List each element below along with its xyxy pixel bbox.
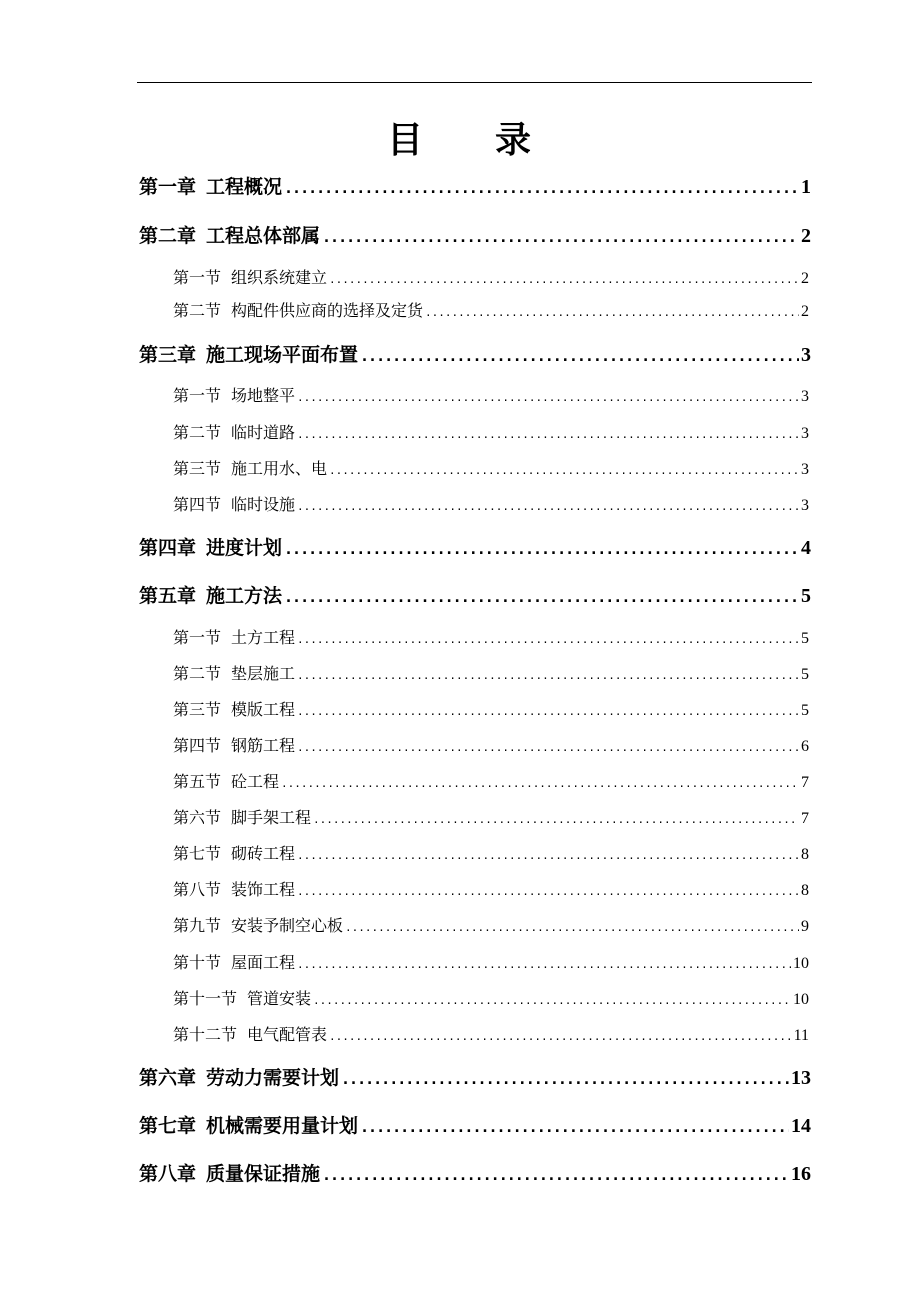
toc-entry-title: 钢筋工程	[231, 736, 296, 755]
toc-chapter-6[interactable]	[139, 1063, 811, 1091]
toc-entry-title: 施工用水、电	[231, 459, 328, 478]
toc-dot-leader	[281, 777, 799, 790]
toc-entry-title: 安装予制空心板	[231, 916, 344, 935]
toc-dot-leader	[322, 1166, 789, 1184]
toc-section-3-2[interactable]	[173, 420, 809, 442]
toc-dot-leader	[329, 273, 799, 286]
toc-page-number: 5	[801, 585, 811, 607]
toc-dot-leader	[329, 464, 799, 477]
toc-section-2-2[interactable]	[173, 298, 809, 320]
toc-dot-leader	[297, 633, 799, 646]
toc-entry-title: 施工方法	[206, 585, 283, 607]
toc-entry-title: 机械需要用量计划	[206, 1115, 359, 1137]
toc-dot-leader	[425, 306, 799, 319]
toc-section-5-9[interactable]	[173, 913, 809, 935]
toc-section-5-5[interactable]	[173, 769, 809, 791]
toc-section-5-12[interactable]	[173, 1022, 809, 1044]
toc-entry-number: 第五节	[173, 772, 222, 791]
toc-entry-number: 第七节	[173, 844, 222, 863]
toc-chapter-8[interactable]	[139, 1159, 811, 1187]
toc-page-number: 10	[793, 955, 809, 972]
toc-entry-number: 第一章	[139, 176, 197, 198]
toc-page-number: 6	[801, 738, 809, 755]
toc-entry-title: 质量保证措施	[206, 1163, 321, 1185]
toc-page-number: 3	[801, 425, 809, 442]
toc-entry-number: 第七章	[139, 1115, 197, 1137]
toc-entry-number: 第十一节	[173, 989, 238, 1008]
toc-page-number: 2	[801, 225, 811, 247]
toc-entry-title: 临时设施	[231, 495, 296, 514]
toc-entry-number: 第三节	[173, 700, 222, 719]
toc-chapter-4[interactable]	[139, 533, 811, 561]
toc-page-number: 7	[801, 774, 809, 791]
toc-page-number: 14	[791, 1115, 811, 1137]
toc-section-3-1[interactable]	[173, 383, 809, 405]
toc-entry-title: 临时道路	[231, 423, 296, 442]
toc-page-number: 3	[801, 388, 809, 405]
toc-entry-number: 第二章	[139, 225, 197, 247]
toc-section-2-1[interactable]	[173, 265, 809, 287]
toc-dot-leader	[297, 741, 799, 754]
toc-entry-number: 第六节	[173, 808, 222, 827]
toc-dot-leader	[360, 1118, 789, 1136]
toc-dot-leader	[284, 540, 799, 558]
toc-entry-number: 第五章	[139, 585, 197, 607]
toc-section-5-7[interactable]	[173, 841, 809, 863]
toc-entry-title: 电气配管表	[247, 1025, 328, 1044]
toc-entry-number: 第三节	[173, 459, 222, 478]
toc-page-number: 3	[801, 497, 809, 514]
toc-dot-leader	[360, 347, 799, 365]
toc-entry-title: 工程概况	[206, 176, 283, 198]
toc-section-5-3[interactable]	[173, 697, 809, 719]
toc-page-number: 7	[801, 810, 809, 827]
toc-entry-title: 垫层施工	[231, 664, 296, 683]
toc-entry-title: 砌砖工程	[231, 844, 296, 863]
toc-page-number: 8	[801, 846, 809, 863]
toc-page-number: 5	[801, 702, 809, 719]
toc-page-number: 5	[801, 666, 809, 683]
toc-dot-leader	[341, 1070, 789, 1088]
toc-page-number: 9	[801, 918, 809, 935]
toc-section-5-6[interactable]	[173, 805, 809, 827]
toc-entry-number: 第六章	[139, 1067, 197, 1089]
toc-entry-number: 第三章	[139, 344, 197, 366]
toc-entry-number: 第八章	[139, 1163, 197, 1185]
toc-page-number: 3	[801, 461, 809, 478]
toc-chapter-7[interactable]	[139, 1111, 811, 1139]
toc-entry-number: 第二节	[173, 301, 222, 320]
toc-entry-number: 第四章	[139, 537, 197, 559]
toc-entry-number: 第二节	[173, 664, 222, 683]
toc-entry-number: 第一节	[173, 268, 222, 287]
toc-entry-number: 第一节	[173, 628, 222, 647]
toc-entry-title: 工程总体部属	[206, 225, 321, 247]
toc-page-number: 3	[801, 344, 811, 366]
toc-chapter-1[interactable]	[139, 172, 811, 200]
toc-chapter-3[interactable]	[139, 340, 811, 368]
toc-entry-title: 砼工程	[231, 772, 280, 791]
toc-section-5-1[interactable]	[173, 625, 809, 647]
toc-entry-title: 进度计划	[206, 537, 283, 559]
toc-dot-leader	[313, 813, 799, 826]
toc-entry-title: 管道安装	[247, 989, 312, 1008]
toc-page-number: 5	[801, 630, 809, 647]
toc-chapter-2[interactable]	[139, 221, 811, 249]
toc-entry-title: 构配件供应商的选择及定货	[231, 301, 424, 320]
toc-entry-title: 土方工程	[231, 628, 296, 647]
toc-dot-leader	[329, 1030, 792, 1043]
toc-entry-title: 模版工程	[231, 700, 296, 719]
toc-entry-title: 脚手架工程	[231, 808, 312, 827]
toc-dot-leader	[284, 588, 799, 606]
toc-dot-leader	[322, 228, 799, 246]
toc-dot-leader	[345, 921, 799, 934]
toc-section-5-4[interactable]	[173, 733, 809, 755]
toc-dot-leader	[297, 849, 799, 862]
toc-title-right: 录	[495, 120, 534, 161]
toc-page-number: 13	[791, 1067, 811, 1089]
toc-entry-title: 装饰工程	[231, 880, 296, 899]
toc-section-5-10[interactable]	[173, 950, 809, 972]
toc-page-number: 16	[791, 1163, 811, 1185]
toc-dot-leader	[284, 179, 799, 197]
toc-dot-leader	[297, 669, 799, 682]
toc-page-number: 4	[801, 537, 811, 559]
toc-page-number: 2	[801, 303, 809, 320]
toc-page-number: 1	[801, 176, 811, 198]
toc-title-left: 目	[386, 120, 425, 161]
toc-entry-title: 组织系统建立	[231, 268, 328, 287]
toc-section-3-3[interactable]	[173, 456, 809, 478]
toc-entry-number: 第八节	[173, 880, 222, 899]
toc-section-5-2[interactable]	[173, 661, 809, 683]
toc-entry-number: 第四节	[173, 736, 222, 755]
toc-entry-title: 屋面工程	[231, 953, 296, 972]
toc-dot-leader	[297, 391, 799, 404]
toc-section-5-11[interactable]	[173, 986, 809, 1008]
toc-page-number: 11	[793, 1027, 809, 1044]
toc-entry-title: 劳动力需要计划	[206, 1067, 340, 1089]
toc-page-number: 10	[793, 991, 809, 1008]
toc-entry-number: 第九节	[173, 916, 222, 935]
toc-entry-number: 第二节	[173, 423, 222, 442]
toc-entry-number: 第四节	[173, 495, 222, 514]
toc-page-number: 8	[801, 882, 809, 899]
toc-page-number: 2	[801, 270, 809, 287]
toc-dot-leader	[297, 428, 799, 441]
toc-dot-leader	[313, 994, 791, 1007]
toc-entry-number: 第十节	[173, 953, 222, 972]
toc-entry-number: 第一节	[173, 386, 222, 405]
toc-entry-title: 场地整平	[231, 386, 296, 405]
toc-section-5-8[interactable]	[173, 877, 809, 899]
toc-entry-title: 施工现场平面布置	[206, 344, 359, 366]
toc-chapter-5[interactable]	[139, 581, 811, 609]
toc-dot-leader	[297, 885, 799, 898]
toc-dot-leader	[297, 705, 799, 718]
toc-dot-leader	[297, 500, 799, 513]
toc-dot-leader	[297, 958, 791, 971]
toc-section-3-4[interactable]	[173, 492, 809, 514]
toc-entry-number: 第十二节	[173, 1025, 238, 1044]
